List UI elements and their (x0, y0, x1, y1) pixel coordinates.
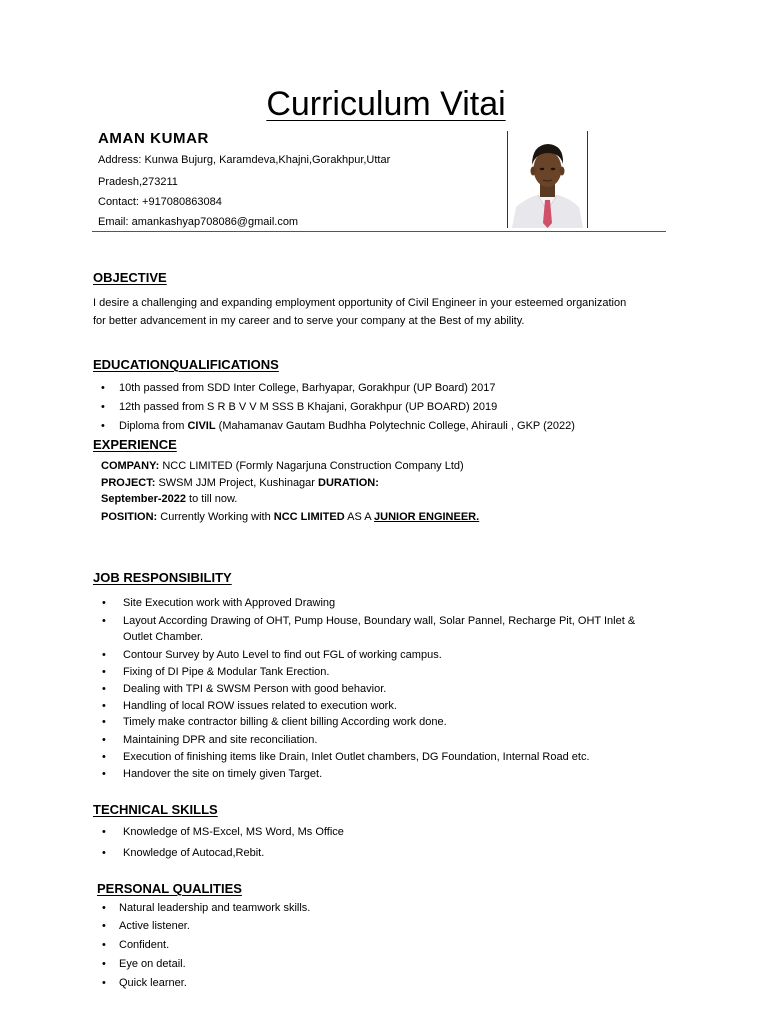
objective-line-1: I desire a challenging and expanding employment opportunity of Civil Engineer in your esteemed organization (93, 297, 627, 309)
duration-label: DURATION: (318, 477, 379, 489)
position-mid: AS A (344, 511, 375, 523)
job-item: Dealing with TPI & SWSM Person with good behavior. (123, 683, 387, 695)
bullet: • (102, 597, 106, 609)
bullet: • (102, 768, 106, 780)
bullet: • (102, 902, 106, 914)
duration-line (101, 493, 237, 505)
diploma-details: (Mahamanav Gautam Budhha Polytechnic College, Ahirauli , GKP (2022) (215, 420, 575, 432)
bullet: • (102, 734, 106, 746)
bullet: • (102, 939, 106, 951)
experience-heading: EXPERIENCE (93, 437, 177, 452)
education-item: 12th passed from S R B V V M SSS B Khajani, Gorakhpur (UP BOARD) 2019 (119, 401, 498, 413)
bullet: • (102, 977, 106, 989)
project-line (101, 477, 379, 489)
position-label: POSITION: (101, 511, 158, 523)
position-pre: Currently Working with (157, 511, 274, 523)
bullet: • (102, 666, 106, 678)
person-photo-icon (508, 131, 587, 228)
diploma-prefix: Diploma from (119, 420, 188, 432)
bullet: • (102, 826, 106, 838)
job-item: Maintaining DPR and site reconciliation. (123, 734, 318, 746)
job-item: Fixing of DI Pipe & Modular Tank Erection. (123, 666, 330, 678)
address-line-2: Pradesh,273211 (98, 176, 178, 188)
quality-item: Active listener. (119, 920, 190, 932)
company-line (101, 460, 464, 472)
document-title: Curriculum Vitai (266, 85, 506, 123)
job-item: Timely make contractor billing & client billing According work done. (123, 716, 447, 728)
duration-rest: to till now. (186, 493, 238, 505)
address-line-1: Address: Kunwa Bujurg, Karamdeva,Khajni,Gorakhpur,Uttar (98, 154, 391, 166)
bullet: • (102, 683, 106, 695)
job-item: Contour Survey by Auto Level to find out FGL of working campus. (123, 649, 442, 661)
position-company: NCC LIMITED (273, 511, 345, 523)
bullet: • (102, 615, 106, 627)
bullet: • (101, 420, 105, 432)
position-role: JUNIOR ENGINEER. (374, 511, 480, 523)
objective-line-2: for better advancement in my career and to serve your company at the Best of my ability. (93, 315, 525, 327)
company-value: NCC LIMITED (Formly Nagarjuna Construction Company Ltd) (159, 460, 464, 472)
bullet: • (102, 920, 106, 932)
duration-start: September-2022 (101, 493, 186, 505)
education-heading: EDUCATIONQUALIFICATIONS (93, 357, 279, 372)
quality-item: Quick learner. (119, 977, 187, 989)
bullet: • (102, 751, 106, 763)
company-label: COMPANY: (101, 460, 160, 472)
project-label: PROJECT: (101, 477, 156, 489)
job-item: Site Execution work with Approved Drawing (123, 597, 336, 609)
job-item: Handover the site on timely given Target. (123, 768, 323, 780)
education-item: 10th passed from SDD Inter College, Barhyapar, Gorakhpur (UP Board) 2017 (119, 382, 496, 394)
candidate-name: AMAN KUMAR (98, 130, 209, 147)
diploma-branch: CIVIL (187, 420, 216, 432)
profile-photo (507, 131, 588, 228)
bullet: • (102, 700, 106, 712)
header-divider (92, 231, 666, 232)
education-item-diploma (119, 420, 575, 432)
bullet: • (102, 649, 106, 661)
job-heading: JOB RESPONSIBILITY (93, 570, 232, 585)
job-item-continued: Outlet Chamber. (123, 631, 204, 643)
bullet: • (101, 382, 105, 394)
personal-heading: PERSONAL QUALITIES (97, 881, 242, 896)
quality-item: Eye on detail. (119, 958, 186, 970)
position-line (101, 511, 479, 523)
bullet: • (102, 716, 106, 728)
bullet: • (102, 847, 106, 859)
contact-line: Contact: +917080863084 (98, 196, 222, 208)
job-item: Layout According Drawing of OHT, Pump House, Boundary wall, Solar Pannel, Recharge Pit, OHT Inlet & (123, 615, 636, 627)
objective-heading: OBJECTIVE (93, 270, 167, 285)
email-line: Email: amankashyap708086@gmail.com (98, 216, 299, 228)
job-item: Execution of finishing items like Drain, Inlet Outlet chambers, DG Foundation, Internal Road etc. (123, 751, 590, 763)
bullet: • (101, 401, 105, 413)
project-value: SWSM JJM Project, Kushinagar (155, 477, 319, 489)
skill-item: Knowledge of MS-Excel, MS Word, Ms Office (123, 826, 344, 838)
skill-item: Knowledge of Autocad,Rebit. (123, 847, 265, 859)
bullet: • (102, 958, 106, 970)
quality-item: Confident. (119, 939, 170, 951)
technical-heading: TECHNICAL SKILLS (93, 802, 218, 817)
job-item: Handling of local ROW issues related to execution work. (123, 700, 397, 712)
quality-item: Natural leadership and teamwork skills. (119, 902, 311, 914)
